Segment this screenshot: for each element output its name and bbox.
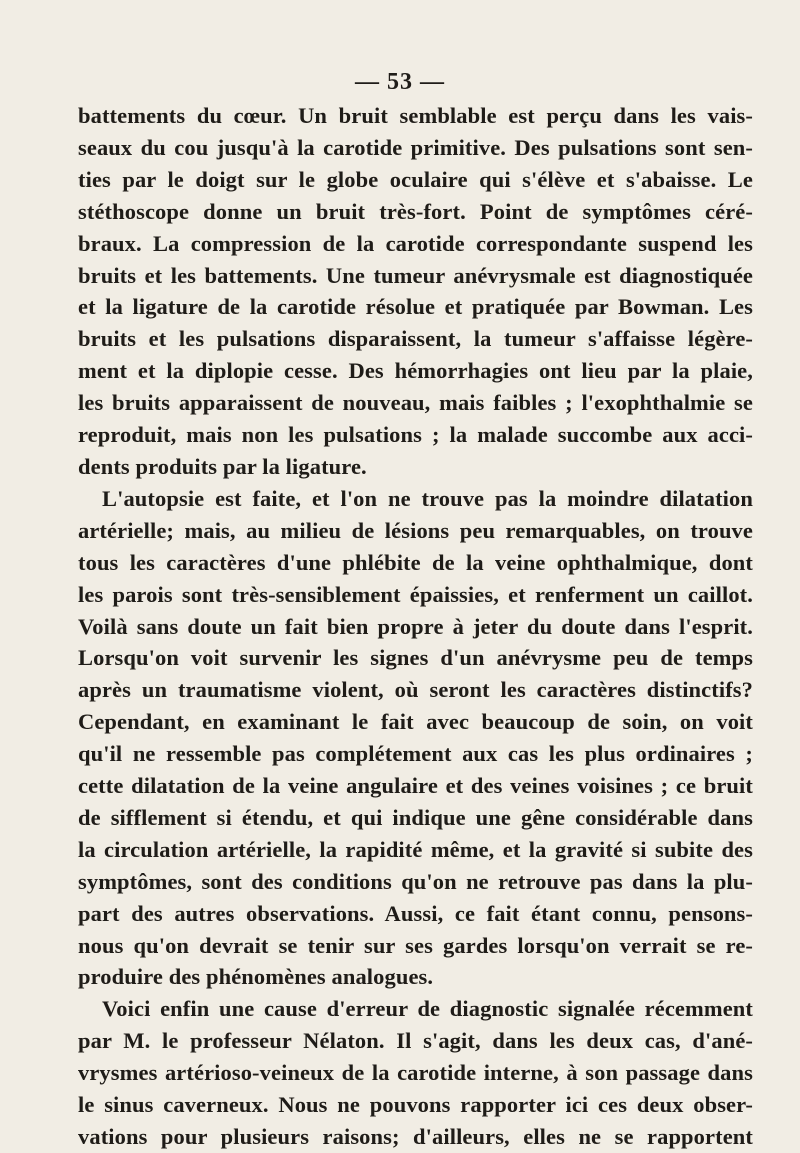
text-line: reproduit, mais non les pulsations ; la malade succombe aux acci- <box>78 422 753 448</box>
text-line: dents produits par la ligature. <box>78 453 367 479</box>
text-line: Lorsqu'on voit survenir les signes d'un anévrysme peu de temps <box>78 645 753 671</box>
text-line: ment et la diplopie cesse. Des hémorrhagies ont lieu par la plaie, <box>78 358 753 384</box>
text-line: produire des phénomènes analogues. <box>78 964 434 990</box>
text-line: part des autres observations. Aussi, ce fait étant connu, pensons- <box>78 900 753 926</box>
text-line: tous les caractères d'une phlébite de la veine ophthalmique, dont <box>78 549 753 575</box>
text-line: seaux du cou jusqu'à la carotide primitive. Des pulsations sont sen- <box>78 134 753 160</box>
text-line: ties par le doigt sur le globe oculaire qui s'élève et s'abaisse. Le <box>78 166 753 192</box>
text-line: bruits et les pulsations disparaissent, la tumeur s'affaisse légère- <box>78 326 753 352</box>
text-line: Cependant, en examinant le fait avec beaucoup de soin, on voit <box>78 709 753 735</box>
text-line: bruits et les battements. Une tumeur anévrysmale est diagnostiquée <box>78 262 753 288</box>
text-line: les bruits apparaissent de nouveau, mais faibles ; l'exophthalmie se <box>78 390 753 416</box>
text-line: les parois sont très-sensiblement épaissies, et renferment un caillot. <box>78 581 753 607</box>
text-line: stéthoscope donne un bruit très-fort. Point de symptômes céré- <box>78 198 753 224</box>
text-line: par M. le professeur Nélaton. Il s'agit, dans les deux cas, d'ané- <box>78 1028 753 1054</box>
text-line: Voilà sans doute un fait bien propre à jeter du doute dans l'esprit. <box>78 613 753 639</box>
text-line: vrysmes artérioso-veineux de la carotide interne, à son passage dans <box>78 1060 753 1086</box>
text-line: vations pour plusieurs raisons; d'ailleurs, elles ne se rapportent <box>78 1124 753 1149</box>
text-line: cette dilatation de la veine angulaire et des veines voisines ; ce bruit <box>78 773 753 799</box>
text-line: et la ligature de la carotide résolue et pratiquée par Bowman. Les <box>78 294 753 320</box>
text-line: artérielle; mais, au milieu de lésions peu remarquables, on trouve <box>78 517 753 543</box>
text-line: symptômes, sont des conditions qu'on ne retrouve pas dans la plu- <box>78 868 753 894</box>
page-number: — 53 — <box>355 69 445 95</box>
text-line: après un traumatisme violent, où seront les caractères distinctifs? <box>78 677 753 703</box>
body-text <box>78 100 753 1153</box>
text-line: la circulation artérielle, la rapidité même, et la gravité si subite des <box>78 836 753 862</box>
text-line: qu'il ne ressemble pas complétement aux cas les plus ordinaires ; <box>78 741 753 767</box>
text-line: braux. La compression de la carotide correspondante suspend les <box>78 230 753 256</box>
text-line: battements du cœur. Un bruit semblable est perçu dans les vais- <box>78 103 753 128</box>
text-line: Voici enfin une cause d'erreur de diagnostic signalée récemment <box>102 996 753 1022</box>
text-line: nous qu'on devrait se tenir sur ses gardes lorsqu'on verrait se re- <box>78 932 753 958</box>
text-line: le sinus caverneux. Nous ne pouvons rapporter ici ces deux obser- <box>78 1092 753 1118</box>
text-line: L'autopsie est faite, et l'on ne trouve pas la moindre dilatation <box>102 485 753 511</box>
text-line: de sifflement si étendu, et qui indique une gêne considérable dans <box>78 804 753 830</box>
